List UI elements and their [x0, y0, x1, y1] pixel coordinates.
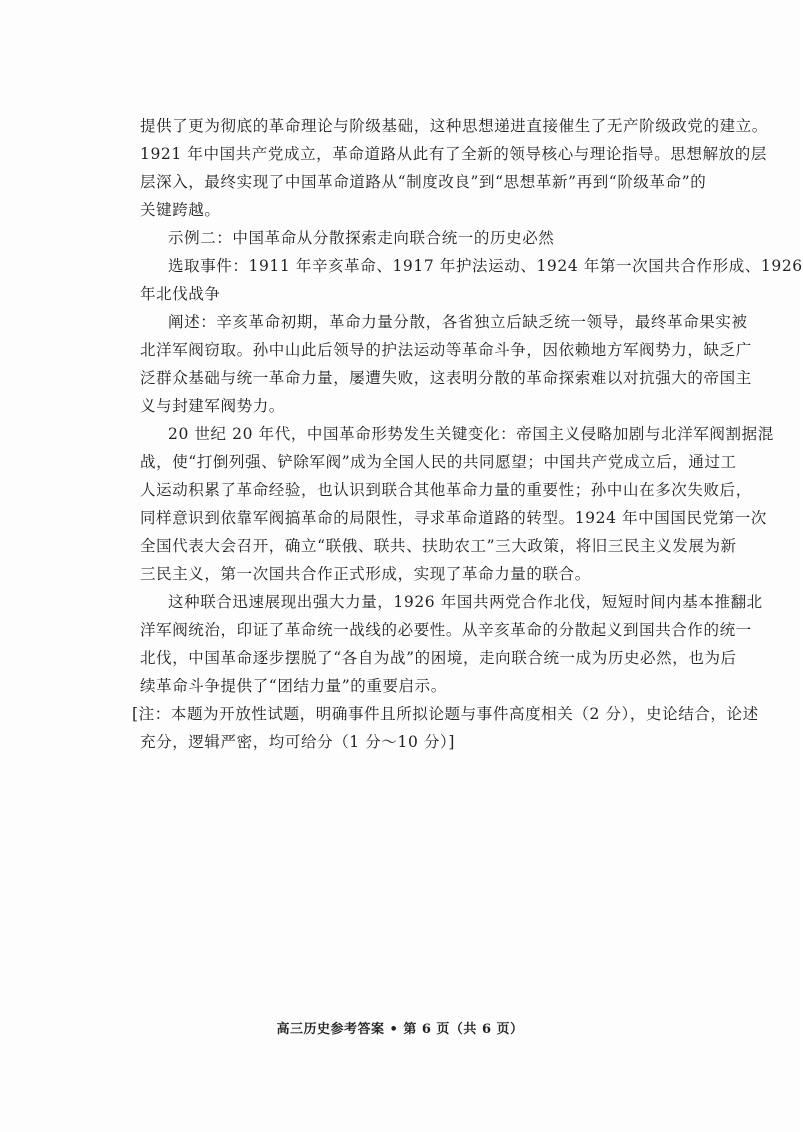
text-line: 这种联合迅速展现出强大力量，1926 年国共两党合作北伐，短短时间内基本推翻北	[168, 593, 763, 611]
text-line: 同样意识到依靠军阀搞革命的局限性，寻求革命道路的转型。1924 年中国国民党第一次	[140, 509, 767, 527]
scoring-note: [注：本题为开放性试题，明确事件且所拟论题与事件高度相关（2 分），史论结合，论述	[132, 705, 759, 723]
text-line: 1921 年中国共产党成立，革命道路从此有了全新的领导核心与理论指导。思想解放的层	[140, 145, 767, 163]
text-line: 20 世纪 20 年代，中国革命形势发生关键变化：帝国主义侵略加剧与北洋军阀割据混	[168, 425, 774, 443]
text-line: 关键跨越。	[140, 201, 221, 219]
text-line: 提供了更为彻底的革命理论与阶级基础，这种思想递进直接催生了无产阶级政党的建立。	[140, 117, 768, 135]
scoring-note: 充分，逻辑严密，均可给分（1 分～10 分）]	[140, 733, 456, 751]
page-footer: 高三历史参考答案 • 第 6 页（共 6 页）	[276, 1022, 524, 1037]
text-line: 年北伐战争	[140, 285, 221, 303]
text-line: 层深入，最终实现了中国革命道路从“制度改良”到“思想革新”再到“阶级革命”的	[140, 173, 707, 191]
example-heading: 示例二：中国革命从分散探索走向联合统一的历史必然	[168, 229, 555, 247]
answer-body	[132, 112, 803, 756]
text-line: 洋军阀统治，印证了革命统一战线的必要性。从辛亥革命的分散起义到国共合作的统一	[140, 621, 752, 639]
text-line: 选取事件：1911 年辛亥革命、1917 年护法运动、1924 年第一次国共合作形成、1926	[168, 257, 803, 275]
text-line: 续革命斗争提供了“团结力量”的重要启示。	[140, 677, 447, 695]
text-line: 泛群众基础与统一革命力量，屡遭失败，这表明分散的革命探索难以对抗强大的帝国主	[140, 369, 752, 387]
text-line: 战，使“打倒列强、铲除军阀”成为全国人民的共同愿望；中国共产党成立后，通过工	[140, 453, 737, 471]
text-line: 北伐，中国革命逐步摆脱了“各自为战”的困境，走向联合统一成为历史必然，也为后	[140, 649, 737, 667]
text-line: 全国代表大会召开，确立“联俄、联共、扶助农工”三大政策，将旧三民主义发展为新	[140, 537, 737, 555]
text-line: 北洋军阀窃取。孙中山此后领导的护法运动等革命斗争，因依赖地方军阀势力，缺乏广	[140, 341, 752, 359]
text-line: 人运动积累了革命经验，也认识到联合其他革命力量的重要性；孙中山在多次失败后，	[140, 481, 752, 499]
text-line: 阐述：辛亥革命初期，革命力量分散，各省独立后缺乏统一领导，最终革命果实被	[168, 313, 748, 331]
text-line: 义与封建军阀势力。	[140, 397, 285, 415]
text-line: 三民主义，第一次国共合作正式形成，实现了革命力量的联合。	[140, 565, 591, 583]
